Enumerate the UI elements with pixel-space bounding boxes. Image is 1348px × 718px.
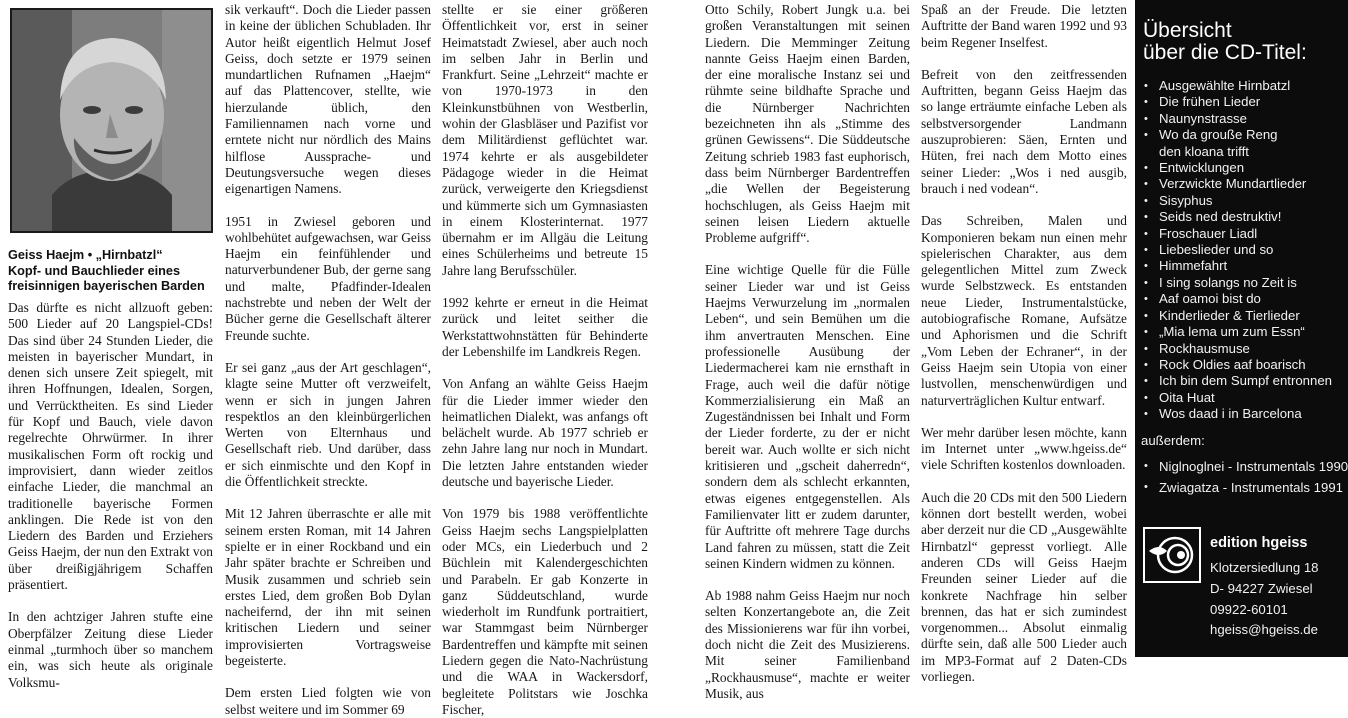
- track-title: Ich bin dem Sumpf entronnen: [1159, 373, 1333, 389]
- sidebar-title: [1143, 20, 1343, 64]
- bullet-icon: •: [1144, 481, 1148, 493]
- paragraph: Eine wichtige Quelle für die Fülle seiner Lieder war und ist Geiss Haejms Verwurzelung im „normalen Leben“, und sein Bemühen um die ihm anvertrauten Menschen. Eine professionelle Ausübung der Liedermacherei kam nie ernsthaft in Frage, auch weil die dafür nötige Kommerzialisierung ein Maß an Zugeständnissen bei Inhalt und Form der Lieder forderte, zu der er nicht bereit war. Auch wollte er sich nicht kritisieren und „gscheit daherredn“, sondern dem als schlecht erkannten, etwas eigenes entgegenstellen. Als Familienvater litt er zudem darunter, für Auftritte oft mehrere Tage durchs Land fahren zu müssen, statt die Zeit seinen Kindern widmen zu können.: [705, 262, 910, 571]
- paragraph: Auch die 20 CDs mit den 500 Liedern können dort bestellt werden, wobei aber derzeit nur die CD „Ausgewählte Hirnbatzl“ gepresst vorliegt. Alle anderen CDs will Geiss Haejm Freunden seiner Lieder auf die konkrete Nachfrage hin selber brennen, das hat er sich zumindest vorgenommen... Absolut einmalig dürfte sein, daß alle 500 Lieder auch im MP3-Format auf 2 Daten-CDs vorliegen.: [921, 489, 1127, 684]
- bullet-icon: •: [1144, 260, 1148, 273]
- track-title: Himmefahrt: [1159, 258, 1228, 274]
- extras-list-item: [1141, 456, 1346, 477]
- paragraph: Ab 1988 nahm Geiss Haejm nur noch selten Konzertangebote an, die Zeit des Missionierens war für ihn vorbei, doch nicht die Zeit des Musizierens. Mit seiner Familienband „Rockhausmuse“, machte er weiter Musik, aus: [705, 588, 910, 701]
- track-title: Wo da grouße Reng: [1159, 127, 1278, 143]
- extras-list: [1141, 456, 1346, 498]
- article-column-2: [225, 2, 431, 718]
- track-list-item: [1141, 258, 1346, 274]
- track-list-item: [1141, 406, 1346, 422]
- track-title: Liebeslieder und so: [1159, 242, 1274, 258]
- extras-label: außerdem:: [1141, 433, 1205, 448]
- track-title: Naunynstrasse: [1159, 110, 1247, 126]
- edition-name: edition hgeiss: [1210, 535, 1308, 551]
- track-list-item: [1141, 176, 1346, 192]
- paragraph: Von Anfang an wählte Geiss Haejm für die Lieder immer wieder den heimatlichen Dialekt, was anfangs oft belächelt wurde. Ab 1977 schrieb er zehn Jahre lang nur noch in Mundart. Die letzten Jahre entstanden wieder deutsche und bayerische Lieder.: [442, 376, 648, 490]
- track-title: Wos daad i in Barcelona: [1159, 406, 1302, 422]
- article-column-1: [8, 300, 213, 691]
- track-list-item: [1141, 209, 1346, 225]
- track-list-item: [1141, 94, 1346, 110]
- photo-caption: [8, 248, 213, 295]
- track-title: Verzwickte Mundartlieder: [1159, 176, 1307, 192]
- bullet-icon: •: [1144, 276, 1148, 289]
- extra-title: Zwiagatza - Instrumentals 1991: [1159, 480, 1343, 495]
- bullet-icon: •: [1144, 80, 1148, 92]
- bullet-icon: •: [1144, 358, 1148, 371]
- bullet-icon: •: [1144, 162, 1148, 175]
- track-list-item: [1141, 242, 1346, 258]
- address-line: Klotzersiedlung 18: [1210, 560, 1319, 575]
- sidebar-title-line: Übersicht: [1143, 19, 1232, 42]
- track-title: I sing solangs no Zeit is: [1159, 274, 1297, 290]
- extra-title: Niglnoglnei - Instrumentals 1990: [1159, 459, 1348, 474]
- paragraph: Wer mehr darüber lesen möchte, kann im Internet unter „www.hgeiss.de“ viele Schriften kostenlos downloaden.: [921, 424, 1127, 473]
- paragraph: Von 1979 bis 1988 veröffentlichte Geiss Haejm sechs Langspielplatten oder MCs, ein Liederbuch und 2 Büchlein mit Kalendergeschichten und Parabeln. Er gab Konzerte in ganz Süddeutschland, wurde wiederholt im Rundfunk portraitiert, war Stammgast beim Nürnberger Bardentreffen und kämpfte mit seinen Liedern gegen die Nato-Nachrüstung und die WAA in Wackersdorf, begleitete Politstars wie Joschka Fischer,: [442, 506, 648, 717]
- track-title: Aaf oamoi bist do: [1159, 291, 1261, 307]
- bullet-icon: •: [1144, 326, 1148, 339]
- caption-line: Geiss Haejm • „Hirnbatzl“: [8, 248, 163, 262]
- track-list-item: [1141, 111, 1346, 127]
- bullet-icon: •: [1144, 408, 1148, 421]
- bullet-icon: •: [1144, 309, 1148, 322]
- paragraph: Mit 12 Jahren überraschte er alle mit seinem ersten Roman, mit 14 Jahren spielte er in einer Rockband und ein Jahr später brachte er Schreiben und Musik zusammen und schrieb sein erstes Lied, dem großen Bob Dylan nacheifernd, der ihn mit seinen kritischen Liedern und seiner improvisierten Vortragsweise begeisterte.: [225, 506, 431, 668]
- track-list-item: [1141, 308, 1346, 324]
- paragraph: Otto Schily, Robert Jungk u.a. bei großen Veranstaltungen mit seinen Liedern. Die Memminger Zeitung nannte Geiss Haejm einen Barden, der eine moralische Instanz sei und rühmte seine bildhafte Sprache und die Nürnberger Nachrichten bezeichneten ihn als „Stimme des grünen Gewissens“. Die Süddeutsche Zeitung schrieb 1983 fast euphorisch, dass beim Nürnberger Bardentreffen „die Wellen der Begeisterung hochschlugen, als Geiss Haejm mit seinen leisen Liedern aktuelle Probleme aufgriff“.: [705, 2, 910, 246]
- bullet-icon: •: [1144, 227, 1148, 240]
- bullet-icon: •: [1144, 96, 1148, 109]
- track-list-item: [1141, 373, 1346, 389]
- article-column-5: [921, 2, 1127, 685]
- paragraph: 1951 in Zwiesel geboren und wohlbehütet aufgewachsen, war Geiss Haejm ein feinfühlender und naturverbundener Bub, der gerne sang und malte, Pfadfinder-Idealen nachstrebte und neben der Welt der Bücher gerne die Gesellschaft älterer Freunde suchte.: [225, 213, 431, 343]
- bullet-icon: •: [1144, 460, 1148, 472]
- track-list-item: [1141, 78, 1346, 94]
- paragraph: Befreit von den zeitfressenden Auftritten, begann Geiss Haejm das so lange erträumte einfache Leben als selbstversorgender Landmann auszuprobieren: Säen, Ernten und Hüten, frei nach dem Motto eines seiner Lieder: „Wos i ned ausgib, brauch i ned vodean“.: [921, 66, 1127, 196]
- track-title: Kinderlieder & Tierlieder: [1159, 307, 1300, 323]
- caption-line: freisinnigen bayerischen Barden: [8, 279, 205, 294]
- track-title: Entwicklungen: [1159, 160, 1245, 176]
- track-list-item: [1141, 341, 1346, 357]
- track-list-item: [1141, 390, 1346, 406]
- bullet-icon: •: [1144, 342, 1148, 355]
- article-column-3: [442, 2, 648, 718]
- sidebar-title-line: über die CD-Titel:: [1143, 41, 1307, 64]
- bullet-icon: •: [1144, 194, 1148, 207]
- paragraph: Das Schreiben, Malen und Komponieren bekam nun einen mehr spielerischen Charakter, aus dem gelegentlichen Mittel zum Zweck wurde Selbstzweck. Es entstanden neue Lieder, Instrumentalstücke, autobiografische Romane, Aufsätze und Aphorismen und die Schrift „Vom Leben der Echraner“, in der Geiss Haejm sein Utopia von einer lustvollen, menschenwürdigen und naturverträglichen Kultur entwarf.: [921, 213, 1127, 408]
- track-title: Die frühen Lieder: [1159, 94, 1261, 110]
- track-list-item: [1141, 324, 1346, 340]
- extras-list-item: [1141, 477, 1346, 498]
- bullet-icon: •: [1144, 129, 1148, 142]
- track-title: Froschauer Liadl: [1159, 225, 1258, 241]
- track-title: Seids ned destruktiv!: [1159, 209, 1282, 225]
- bullet-icon: •: [1144, 178, 1148, 191]
- email-link[interactable]: hgeiss@hgeiss.de: [1210, 622, 1318, 638]
- paragraph: Das dürfte es nicht allzuoft geben: 500 Lieder auf 20 Langspiel-CDs! Das sind über 24 Stunden Lieder, die meisten in bayerischer Mundart, in denen sich unsere Zeit spiegelt, mit ihren Hoffnungen, Idealen, Sorgen, und Verrücktheiten. Es sind Lieder für Kopf und Bauch, viele davon regelrechte Ohrwürmer. In ihrer musikalischen Form oft rockig und improvisiert, dann wieder zeitlos einfache Lieder, die manchmal an traditionelle bayerische Formen anklingen. Die Rede ist von den Liedern des Barden und Erziehers Geiss Haejm, der nun den Extrakt von über dreißigjährigem Schaffen präsentiert.: [8, 300, 213, 593]
- article-column-4: [705, 2, 910, 702]
- cd-title-sidebar: [1135, 0, 1348, 657]
- portrait-photo: [10, 8, 213, 233]
- track-list-item: [1141, 291, 1346, 307]
- paragraph: stellte er sie einer größeren Öffentlichkeit vor, erst in seiner Heimatstadt Zwiesel, aber auch noch im selben Jahr in Berlin und Frankfurt. Seine „Lehrzeit“ machte er von 1970-1973 in den Kleinkunstbühnen von Westberlin, wohin der Glasbläser und Pazifist vor dem Militärdienst geflüchtet war. 1974 kehrte er als ausgebildeter Pädagoge wieder in die Heimat zurück, verweigerte den Kriegsdienst und kümmerte sich um Gymnasiasten in einem Klosterinternat. 1977 übernahm er im Allgäu die Leitung eines Schülerheims und betreute 15 Jahre lang Berufsschüler.: [442, 2, 648, 278]
- track-list: [1141, 78, 1346, 423]
- bullet-icon: •: [1144, 375, 1148, 388]
- paragraph: Er sei ganz „aus der Art geschlagen“, klagte seine Mutter oft verzweifelt, wenn er sich in jungen Jahren respektlos an den kleinbürgerlichen Werten von Elternhaus und Gesellschaft rieb. Und darüber, dass er sich einmischte und den Kopf in die Öffentlichkeit streckte.: [225, 359, 431, 490]
- edition-hgeiss-logo: [1143, 527, 1201, 583]
- edition-address: [1210, 558, 1319, 641]
- track-title: „Mia lema um zum Essn“: [1159, 324, 1305, 340]
- paragraph: Dem ersten Lied folgten wie von selbst weitere und im Sommer 69: [225, 685, 431, 717]
- track-list-item: [1141, 127, 1346, 143]
- caption-line: Kopf- und Bauchlieder eines: [8, 263, 181, 278]
- address-line: D- 94227 Zwiesel: [1210, 580, 1313, 596]
- bullet-icon: •: [1144, 293, 1148, 306]
- bullet-icon: •: [1144, 112, 1148, 125]
- bullet-icon: •: [1144, 211, 1148, 224]
- paragraph: 1992 kehrte er erneut in die Heimat zurück und leitet seither die Werkstattwohnstätten für Behinderte der Lebenshilfe im Landkreis Regen.: [442, 295, 648, 359]
- track-list-item: [1141, 193, 1346, 209]
- track-list-item: [1141, 144, 1346, 160]
- address-line: 09922-60101: [1210, 601, 1288, 617]
- paragraph: sik verkauft“. Doch die Lieder passen in keine der üblichen Schubladen. Ihr Autor heißt eigentlich Helmut Josef Geiss, doch setzte er 1979 seinen mundartlichen Rufnamen „Haejm“ auf das Plattencover, stellte, wie hierzulande üblich, den Familiennamen nach vorne und erntete nicht nur nördlich des Mains hilflose Aussprache- und Deutungsversuche wegen dieses eigenartigen Namens.: [225, 2, 431, 197]
- track-list-item: [1141, 160, 1346, 176]
- track-list-item: [1141, 357, 1346, 373]
- bullet-icon: •: [1144, 244, 1148, 257]
- track-title: Ausgewählte Hirnbatzl: [1159, 78, 1291, 93]
- paragraph: Spaß an der Freude. Die letzten Auftritte der Band waren 1992 und 93 beim Regener Inselfest.: [921, 2, 1127, 50]
- track-list-item: [1141, 226, 1346, 242]
- track-title: den kloana trifft: [1159, 143, 1249, 159]
- track-list-item: [1141, 275, 1346, 291]
- track-title: Rockhausmuse: [1159, 340, 1250, 356]
- track-title: Oita Huat: [1159, 389, 1215, 405]
- track-title: Rock Oldies aaf boarisch: [1159, 356, 1306, 372]
- bullet-icon: •: [1144, 391, 1148, 404]
- paragraph: In den achtziger Jahren stufte eine Oberpfälzer Zeitung diese Lieder einmal „turmhoch über so manchem ein, was sich heute als originale Volksmu-: [8, 609, 213, 690]
- track-title: Sisyphus: [1159, 192, 1213, 208]
